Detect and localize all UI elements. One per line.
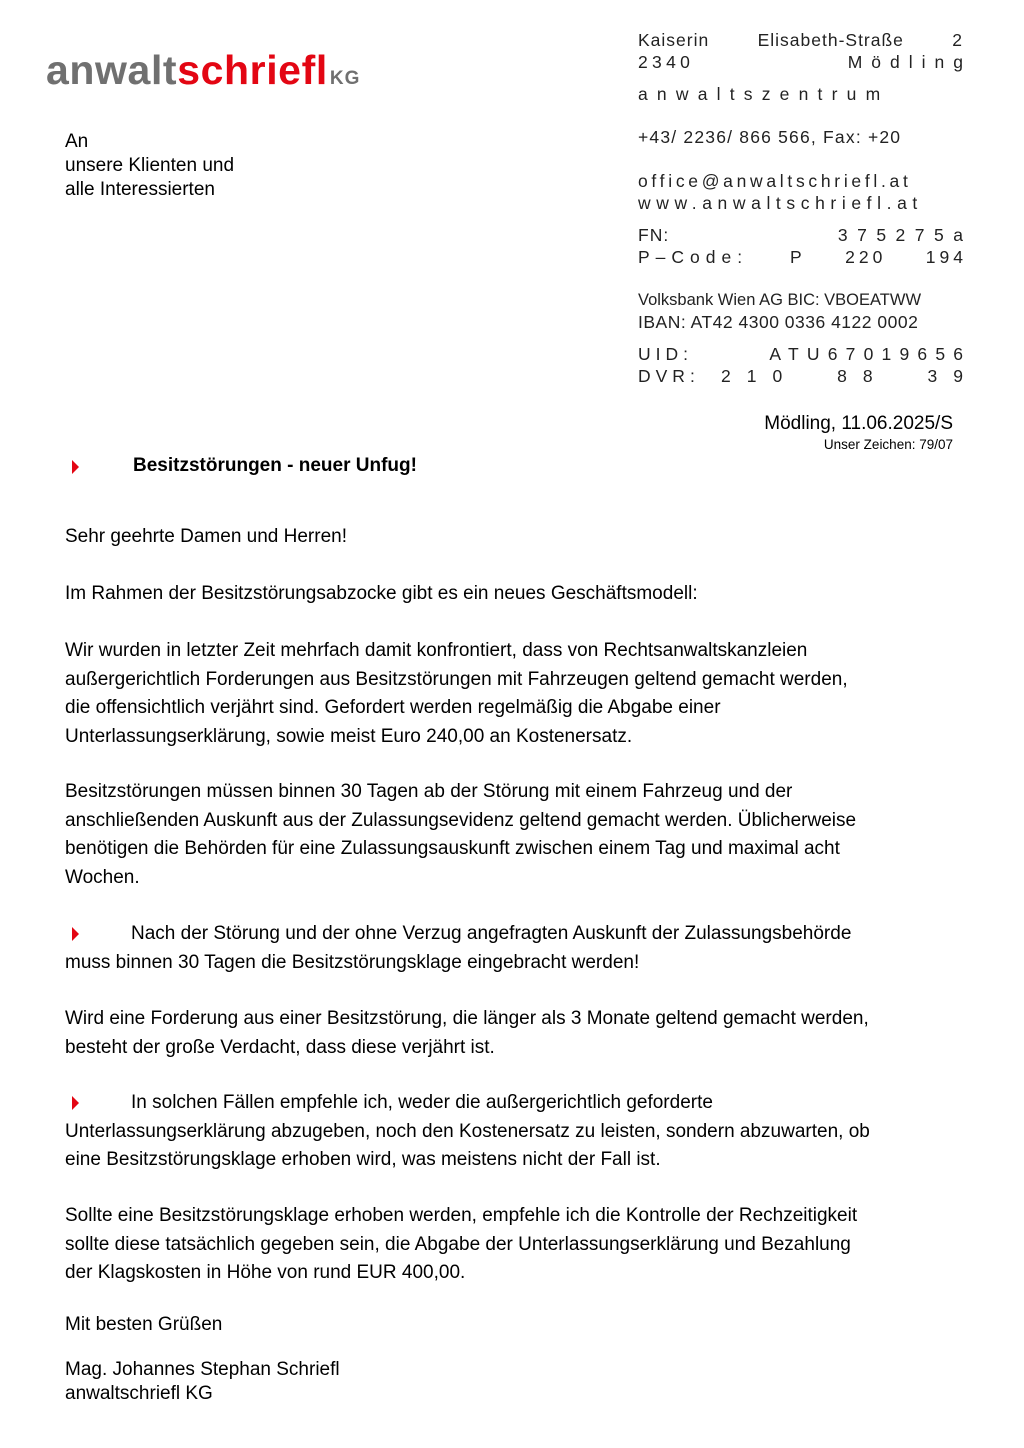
logo-text-anwalt: anwalt <box>46 47 178 93</box>
paragraph: Besitzstörungen müssen binnen 30 Tagen ab der Störung mit einem Fahrzeug und der anschließenden Auskunft aus der Zulassungsevidenz geltend gemacht werden. Üblicherweise benötigen die Behörden für eine Zulassungsauskunft zwischen einem Tag und maximal acht Wochen. <box>65 781 857 888</box>
register-block <box>638 225 973 269</box>
paragraph-highlight: Nach der Störung und der ohne Verzug angefragten Auskunft der Zulassungsbehörde muss binnen 30 Tagen die Besitzstörungsklage eingebracht werden! <box>65 923 852 973</box>
reference-number: Unser Zeichen: 79/07 <box>823 437 953 452</box>
iban: IBAN: AT42 4300 0336 4122 0002 <box>638 312 919 332</box>
address-city: 2340 Mödling <box>638 52 972 72</box>
online-block <box>638 171 963 215</box>
signature-name: Mag. Johannes Stephan Schriefl <box>65 1359 340 1380</box>
letterhead-contact <box>638 30 972 74</box>
phone-block <box>638 127 963 149</box>
paragraph: Sollte eine Besitzstörungsklage erhoben werden, empfehle ich die Kontrolle der Rechzeitigkeit sollte diese tatsächlich gegeben sein, die Abgabe der Unterlassungserklärung und Bezahlung der Klagskosten in Höhe von rund EUR 400,00. <box>65 1205 858 1284</box>
uid-line: UID: ATU67019656 <box>638 344 972 364</box>
bank-block <box>638 290 963 334</box>
letter-date: Mödling, 11.06.2025/S <box>764 413 953 434</box>
paragraph-intro: Im Rahmen der Besitzstörungsabzocke gibt es ein neues Geschäftsmodell: <box>65 583 698 604</box>
recipient-line: unsere Klienten und <box>65 155 235 176</box>
recipient-block <box>65 130 234 202</box>
phone-fax: +43/ 2236/ 866 566, Fax: +20 <box>638 127 902 147</box>
fn-line: FN: 375275a <box>638 225 973 245</box>
center-name: anwaltszentrum <box>638 84 890 104</box>
company-logo <box>46 47 361 93</box>
logo-text-schriefl: schriefl <box>177 47 328 93</box>
bank-name: Volksbank Wien AG BIC: VBOEATWW <box>638 291 922 309</box>
recipient-line: An <box>65 131 89 152</box>
tax-block <box>638 344 979 388</box>
paragraph: Wir wurden in letzter Zeit mehrfach damit konfrontiert, dass von Rechtsanwaltskanzleien außergerichtlich Forderungen aus Besitzstörungen mit Fahrzeugen geltend gemacht werden, die offensichtlich verjährt sind. Gefordert werden regelmäßig die Abgabe einer Unterlassungserklärung, sowie meist Euro 240,00 an Kostenersatz. <box>65 640 848 747</box>
signature <box>65 1358 965 1406</box>
email-address: office@anwaltschriefl.at <box>638 171 912 191</box>
subject-line: Besitzstörungen - neuer Unfug! <box>133 455 417 476</box>
closing: Mit besten Grüßen <box>65 1314 223 1335</box>
logo-text-kg: KG <box>329 68 361 89</box>
dvr-line: DVR: 210 88 39 <box>638 366 979 386</box>
address-street: Kaiserin Elisabeth-Straße 2 <box>638 30 963 50</box>
pcode-line: P–Code: P 220 194 <box>638 247 967 267</box>
website: www.anwaltschriefl.at <box>638 193 923 213</box>
paragraph: Wird eine Forderung aus einer Besitzstörung, die länger als 3 Monate geltend gemacht werden, besteht der große Verdacht, dass diese verjährt ist. <box>65 1008 869 1058</box>
recipient-line: alle Interessierten <box>65 179 215 200</box>
paragraph-highlight: In solchen Fällen empfehle ich, weder die außergerichtlich geforderte Unterlassungserklärung abzugeben, noch den Kostenersatz zu leisten, sondern abzuwarten, ob eine Besitzstörungsklage erhoben wird, was meistens nicht der Fall ist. <box>65 1092 870 1171</box>
salutation: Sehr geehrte Damen und Herren! <box>65 526 347 547</box>
red-arrow-icon <box>72 460 79 474</box>
signature-firm: anwaltschriefl KG <box>65 1383 213 1404</box>
center-name-block <box>638 84 963 106</box>
